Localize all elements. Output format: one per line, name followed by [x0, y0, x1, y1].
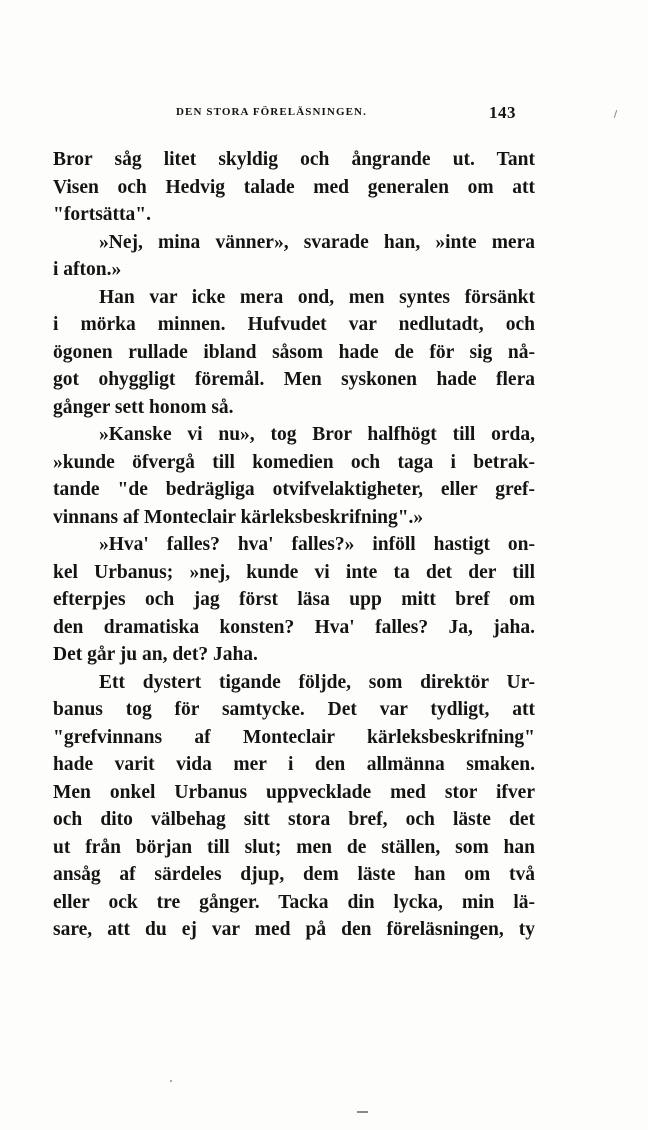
text-line: tande "de bedrägliga otvifvelaktigheter, eller gref- — [53, 479, 535, 500]
scan-speck — [170, 1080, 172, 1082]
text-line: och dito välbehag sitt stora bref, och läste det — [53, 809, 535, 830]
text-line: "fortsätta". — [53, 204, 151, 225]
text-line: Visen och Hedvig talade med generalen om att — [53, 176, 535, 198]
text-line: eller ock tre gånger. Tacka din lycka, min lä- — [53, 891, 535, 913]
text-line: »kunde öfvergå till komedien och taga i betrak- — [53, 451, 535, 473]
body-text — [53, 146, 535, 944]
text-line: Det går ju an, det? Jaha. — [53, 644, 258, 665]
text-line: Men onkel Urbanus uppvecklade med stor ifver — [53, 781, 535, 803]
text-line: »Nej, mina vänner», svarade han, »inte mera — [99, 231, 535, 253]
text-line: kel Urbanus; »nej, kunde vi inte ta det der till — [53, 561, 535, 583]
text-line: ansåg af särdeles djup, dem läste han om två — [53, 864, 535, 885]
text-line: »Kanske vi nu», tog Bror halfhögt till orda, — [99, 424, 535, 445]
text-line: "grefvinnans af Monteclair kärleksbeskrifning" — [53, 726, 535, 748]
text-line: den dramatiska konsten? Hva' falles? Ja, jaha. — [53, 616, 535, 638]
text-line: Han var icke mera ond, men syntes försänkt — [99, 286, 535, 308]
text-line: efterpjes och jag först läsa upp mitt bref om — [53, 589, 535, 610]
text-line: »Hva' falles? hva' falles?» inföll hastigt on- — [99, 534, 535, 555]
text-line: Ett dystert tigande följde, som direktör Ur- — [99, 671, 535, 693]
text-line: vinnans af Monteclair kärleksbeskrifning".» — [53, 506, 424, 528]
text-line: banus tog för samtycke. Det var tydligt, att — [53, 699, 535, 720]
footer-dash — [357, 1111, 368, 1113]
page-number: 143 — [489, 103, 516, 122]
text-line: hade varit vida mer i den allmänna smaken. — [53, 754, 535, 775]
running-head — [176, 104, 516, 124]
chapter-title: DEN STORA FÖRELÄSNINGEN. — [176, 106, 367, 118]
text-line: i mörka minnen. Hufvudet var nedlutadt, och — [53, 314, 535, 335]
text-line: got ohyggligt föremål. Men syskonen hade flera — [53, 369, 535, 390]
margin-tick-mark — [614, 110, 618, 118]
text-line: gånger sett honom så. — [53, 396, 234, 418]
text-line: Bror såg litet skyldig och ångrande ut. Tant — [53, 149, 535, 170]
text-line: sare, att du ej var med på den föreläsningen, ty — [53, 919, 535, 940]
text-line: i afton.» — [53, 259, 122, 280]
text-line: ut från början till slut; men de ställen, som han — [53, 836, 535, 858]
text-line: ögonen rullade ibland såsom hade de för sig nå- — [53, 341, 535, 363]
